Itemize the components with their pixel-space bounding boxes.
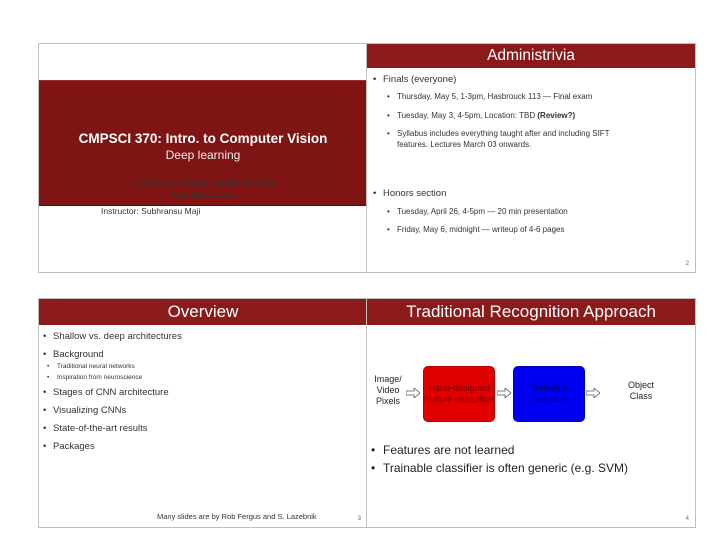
sub-bullet: • Friday, May 6, midnight — writeup of 4-6 pages	[387, 225, 565, 234]
bullet-honors: • Honors section	[373, 188, 447, 199]
page-number: 2	[685, 261, 689, 267]
title-slide	[38, 43, 368, 273]
lecture-topic: Deep learning	[165, 148, 241, 162]
university: University of Massachusetts, Amherst	[132, 177, 274, 187]
page-number: 4	[685, 516, 689, 522]
overview-item: • Visualizing CNNs	[43, 405, 127, 416]
arrow-right-icon	[586, 388, 600, 398]
lecture-date: April 19/21, 2016	[170, 189, 236, 199]
output-label: Object Class	[627, 380, 654, 401]
slide-title: Overview	[39, 299, 367, 325]
slide-credit: Many slides are by Rob Fergus and S. Lazebnik	[157, 512, 317, 521]
slide-title: Administrivia	[367, 44, 695, 68]
sub-bullet: • Syllabus includes everything taught after and including SIFT	[387, 129, 610, 138]
overview-item: • Packages	[43, 441, 95, 452]
overview-subitem: • Inspiration from neuroscience	[47, 374, 143, 381]
page-number: 3	[357, 516, 361, 522]
bullet-dot-icon: •	[373, 74, 377, 85]
sub-bullet: • Tuesday, May 3, 4-5pm, Location: TBD (Review?)	[387, 111, 576, 120]
arrow-right-icon	[406, 388, 420, 398]
course-title: CMPSCI 370: Intro. to Computer Vision	[78, 131, 328, 146]
feature-extraction-box: Hand-designed feature extraction	[423, 366, 495, 422]
bullet: • Trainable classifier is often generic (e.g. SVM)	[371, 461, 628, 475]
overview-item: • Shallow vs. deep architectures	[43, 331, 182, 342]
review-note: (Review?)	[537, 111, 576, 120]
sub-bullet-continued: features. Lectures March 03 onwards.	[397, 140, 532, 149]
recognition-slide	[366, 298, 696, 528]
slide-title: Traditional Recognition Approach	[367, 299, 695, 325]
administrivia-slide	[366, 43, 696, 273]
instructor: Instructor: Subhransu Maji	[101, 206, 201, 216]
overview-subitem: • Traditional neural networks	[47, 363, 135, 370]
bullet-finals: • Finals (everyone)	[373, 74, 457, 85]
sub-bullet: • Tuesday, April 26, 4-5pm — 20 min presentation	[387, 207, 568, 216]
arrow-right-icon	[497, 388, 511, 398]
classifier-box: Trainable classifier	[513, 366, 585, 422]
overview-item: • State-of-the-art results	[43, 423, 148, 434]
sub-bullet: • Thursday, May 5, 1-3pm, Hasbrouck 113 — Final exam	[387, 92, 593, 101]
overview-item: • Stages of CNN architecture	[43, 387, 169, 398]
input-label: Image/ Video Pixels	[374, 374, 402, 406]
overview-slide	[38, 298, 368, 528]
overview-item: • Background	[43, 349, 104, 360]
bullet: • Features are not learned	[371, 443, 515, 457]
